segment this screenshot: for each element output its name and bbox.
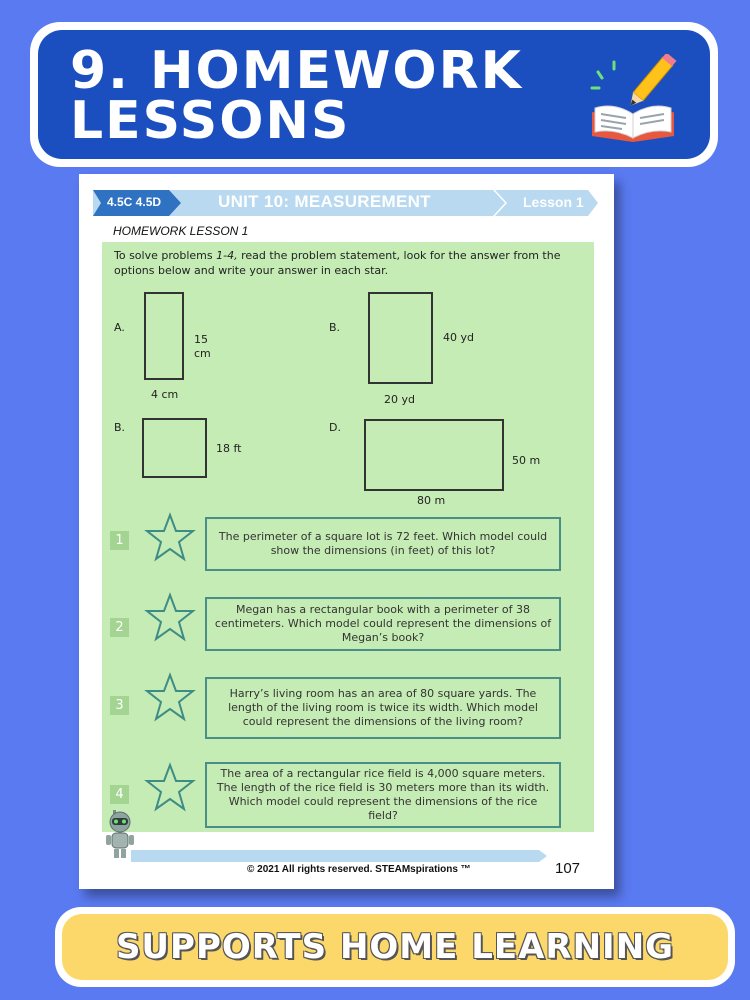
copyright: © 2021 All rights reserved. STEAMspirations ™ bbox=[247, 864, 471, 875]
model-a-width: 4 cm bbox=[151, 388, 179, 401]
title-banner-inner bbox=[38, 30, 710, 159]
book-pencil-icon bbox=[588, 54, 678, 144]
model-d-letter: D. bbox=[329, 421, 341, 434]
model-b-rectangle bbox=[368, 292, 433, 384]
question-2-number: 2 bbox=[110, 618, 129, 637]
model-c-height: 18 ft bbox=[216, 442, 242, 455]
page-number: 107 bbox=[555, 860, 581, 877]
unit-code: 4.5C 4.5D bbox=[107, 195, 162, 209]
question-4-number: 4 bbox=[110, 785, 129, 804]
question-3-text: Harry’s living room has an area of 80 square yards. The length of the living room is twice its width. Which model could represent the dimensions of the living room? bbox=[228, 687, 538, 728]
instructions bbox=[114, 248, 584, 278]
question-1-number: 1 bbox=[110, 531, 129, 550]
question-1-text: The perimeter of a square lot is 72 feet. Which model could show the dimensions (in feet) of this lot? bbox=[218, 530, 548, 557]
footer-banner-inner bbox=[62, 914, 728, 980]
instructions-before: To solve problems bbox=[114, 249, 217, 262]
instructions-after: read the problem statement, look for the answer from the options below and write your answer in each star. bbox=[114, 249, 561, 277]
answer-star-3-icon[interactable] bbox=[144, 672, 196, 722]
homework-title: HOMEWORK LESSON 1 bbox=[113, 224, 249, 238]
model-a-rectangle bbox=[144, 292, 184, 380]
worksheet-content bbox=[102, 242, 594, 832]
footer-text: SUPPORTS HOME LEARNING bbox=[115, 927, 675, 967]
unit-header-bar bbox=[93, 190, 598, 216]
banner-title bbox=[70, 41, 523, 151]
model-b-width: 20 yd bbox=[384, 393, 415, 406]
model-d-rectangle bbox=[364, 419, 504, 491]
question-3-number: 3 bbox=[110, 696, 129, 715]
banner-title-line1: 9. HOMEWORK bbox=[70, 41, 523, 101]
model-b-height: 40 yd bbox=[443, 331, 474, 344]
model-b-letter: B. bbox=[329, 321, 341, 334]
question-2-box bbox=[205, 597, 561, 651]
answer-star-1-icon[interactable] bbox=[144, 512, 196, 562]
answer-star-2-icon[interactable] bbox=[144, 592, 196, 642]
question-4-box bbox=[205, 762, 561, 828]
instructions-range: 1-4, bbox=[216, 249, 238, 262]
unit-title: UNIT 10: MEASUREMENT bbox=[218, 192, 431, 211]
model-d-height: 50 m bbox=[512, 454, 541, 467]
model-d-width: 80 m bbox=[417, 494, 446, 507]
model-a-height: 15 cm bbox=[194, 333, 211, 360]
banner-title-line2: LESSONS bbox=[70, 91, 351, 151]
title-banner bbox=[30, 22, 718, 167]
worksheet-page bbox=[79, 174, 614, 889]
footer-bar bbox=[131, 850, 547, 862]
question-2-text: Megan has a rectangular book with a perimeter of 38 centimeters. Which model could represent the dimensions of Megan’s book? bbox=[214, 603, 552, 644]
model-c-square bbox=[142, 418, 207, 478]
question-1-box bbox=[205, 517, 561, 571]
lesson-label: Lesson 1 bbox=[523, 194, 584, 210]
footer-banner bbox=[55, 907, 735, 987]
model-a-letter: A. bbox=[114, 321, 125, 334]
answer-star-4-icon[interactable] bbox=[144, 762, 196, 812]
model-c-letter: B. bbox=[114, 421, 126, 434]
question-4-text: The area of a rectangular rice field is 4,000 square meters. The length of the rice field is 30 meters more than its width. Which model could represent the dimensions of the rice field? bbox=[216, 767, 550, 822]
question-3-box bbox=[205, 677, 561, 739]
